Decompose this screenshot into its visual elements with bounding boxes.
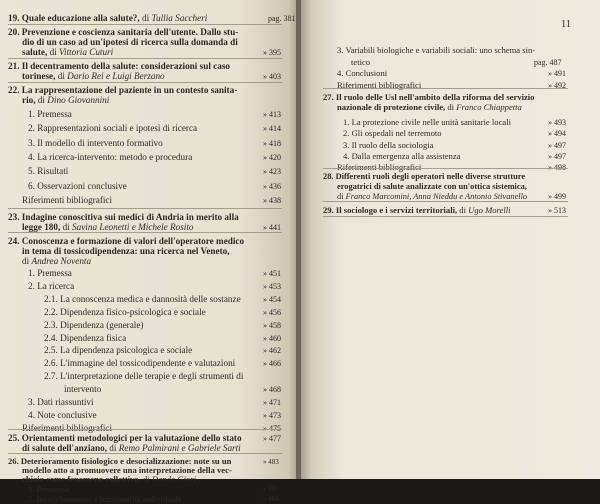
subsection-item: 1. Premessa [28, 484, 70, 494]
entry-title: rio, [22, 95, 38, 105]
subsection-item: 2.6. L'immagine del tossicodipendente e valutazioni [44, 358, 236, 369]
entry-title: Indagine conoscitiva sui medici di Andria in merito alla [21, 212, 239, 222]
entry-page: » 403 [263, 72, 281, 81]
entry-title: Conoscenza e formazione di valori dell'operatore medico [21, 236, 245, 246]
entry-author: Dino Giovannini [47, 95, 110, 105]
entry-author: Vittoria Cuturi [59, 47, 114, 57]
entry-title: legge 180, [22, 222, 63, 232]
toc-entry-24-l2 [22, 246, 230, 256]
entry-title: Il sociologo e i servizi territoriali, [335, 205, 460, 215]
entry-page: » 499 [548, 192, 566, 201]
toc-entry-25 [8, 433, 242, 443]
subsection-page: » 468 [263, 385, 281, 395]
entry-number: 26. [8, 456, 21, 466]
entry-number: 29. [323, 205, 336, 215]
entry-author: Savina Leonetti e Michele Rosito [72, 222, 194, 232]
separator-rule [323, 168, 568, 169]
toc-entry-28 [323, 172, 525, 182]
entry-number: 20. [8, 27, 22, 37]
entry-number: 24. [8, 236, 22, 246]
toc-entry-24 [8, 236, 244, 246]
separator-rule [323, 216, 568, 217]
entry-of: di [37, 95, 48, 105]
entry-author: Tullia Saccheri [151, 13, 208, 23]
entry-title: La rappresentazione del paziente in un contesto sanita- [21, 85, 238, 95]
entry-title: chiaia come fenomeno collettivo, [22, 474, 143, 484]
left-page [0, 0, 298, 504]
subsection-page: » 414 [263, 124, 281, 134]
toc-entry-23-l2 [22, 222, 193, 232]
subsection-page: » 423 [263, 167, 281, 177]
entry-page: » 513 [548, 206, 566, 215]
toc-entry-29 [323, 205, 511, 215]
entry-author: Remo Palmirani e Gabriele Sarti [118, 443, 241, 453]
subsection-item: 2. Rappresentazioni sociali e ipotesi di ricerca [28, 123, 198, 134]
entry-number: 23. [8, 212, 22, 222]
entry-of: di [22, 256, 32, 266]
subsection-page: » 453 [263, 281, 281, 291]
subsection-item: 2. La ricerca [28, 280, 75, 291]
toc-entry-26-l3 [22, 474, 196, 484]
entry-title: in tema di tossicodipendenza: una ricerca nel Veneto, [22, 246, 230, 256]
subsection-item: 4. Note conclusive [28, 409, 97, 420]
subsection-page: » 420 [263, 152, 281, 162]
right-page [299, 0, 600, 479]
toc-entry-25-l2 [22, 443, 241, 453]
entry-number: 25. [8, 433, 22, 443]
entry-title: salute, [22, 47, 50, 57]
toc-entry-21 [8, 61, 230, 71]
entry-author: Dario Rei e Luigi Berzano [67, 71, 165, 81]
subsection-item: 2. Gli ospedali nel terremoto [343, 128, 442, 139]
entry-title: Orientamenti metodologici per la valutazione dello stato [21, 433, 242, 443]
entry-of: di [49, 47, 60, 57]
entry-number: 28. [323, 172, 336, 181]
subsection-item: Riferimenti bibliografici [22, 194, 113, 205]
subsection-item: 4. La ricerca-intervento: metodo e procedura [28, 151, 193, 162]
toc-entry-22 [8, 85, 237, 95]
entry-of: di [337, 192, 346, 201]
subsection-item: 2.7. L'interpretazione delle terapie e degli strumenti di [44, 371, 244, 382]
entry-title: nazionale di protezione civile, [337, 102, 448, 112]
entry-title: di salute dell'anziano, [22, 443, 110, 453]
entry-author: Dando Giori [151, 474, 197, 484]
toc-entry-27-l2 [337, 102, 522, 112]
subsection-item: 4. Dalla emergenza alla assistenza [343, 150, 461, 161]
entry-author: Ugo Morelli [468, 205, 511, 215]
separator-rule [8, 82, 282, 83]
entry-of: di [141, 13, 152, 23]
subsection-page: » 484 [263, 495, 279, 503]
separator-rule [8, 58, 282, 59]
toc-entry-20-l2 [22, 37, 238, 47]
entry-number: 19. [8, 13, 22, 23]
subsection-page: » 471 [263, 398, 281, 407]
book-gutter [296, 0, 301, 479]
entry-title: dio di un caso ad un'ipotesi di ricerca sulla domanda di [22, 37, 238, 47]
separator-rule [8, 232, 282, 233]
entry-of: di [447, 102, 457, 112]
subsection-page: » 494 [548, 129, 566, 139]
subsection-item: 1. Premessa [28, 268, 72, 278]
subsection-item: tetico [351, 56, 371, 67]
subsection-page: » 456 [263, 307, 281, 317]
separator-rule [8, 24, 282, 25]
entry-title: Il decentramento della salute: considerazioni sul caso [21, 61, 231, 71]
subsection-item: Riferimenti bibliografici [337, 79, 422, 90]
entry-page: » 483 [263, 458, 279, 466]
subsection-page: » 475 [263, 423, 281, 433]
entry-title: Quale educazione alla salute?, [21, 13, 142, 23]
separator-rule [8, 453, 282, 454]
toc-entry-21-l2 [22, 71, 165, 81]
entry-page: pag. 381 [268, 14, 296, 23]
subsection-page: » 498 [548, 163, 566, 173]
entry-number: 21. [8, 61, 22, 71]
subsection-page: » 473 [263, 410, 281, 420]
subsection-page: » 493 [548, 118, 566, 127]
entry-of: di [109, 443, 119, 453]
page-number: 11 [561, 19, 572, 30]
subsection-item: 3. Variabili biologiche e variabili sociali: uno schema sin- [337, 45, 536, 55]
subsection-page: » 497 [548, 151, 566, 161]
toc-entry-20 [8, 27, 238, 37]
subsection-page: » 436 [263, 181, 281, 191]
subsection-page: » 458 [263, 320, 281, 330]
subsection-item: 2.1. La conoscenza medica e dannosità delle sostanze [44, 293, 241, 304]
separator-rule [8, 208, 282, 209]
subsection-page: » 454 [263, 294, 281, 304]
subsection-item: 3. Dati riassuntivi [28, 397, 94, 407]
subsection-item: 2.5. La dipendenza psicologica e sociale [44, 345, 193, 356]
subsection-item: Riferimenti bibliografici [337, 162, 422, 173]
subsection-page: » 451 [263, 269, 281, 278]
subsection-page: » 438 [263, 195, 281, 205]
subsection-item: 2.3. Dipendenza (generale) [44, 319, 144, 330]
subsection-item: 2.2. Dipendenza fisico-psicologica e sociale [44, 306, 206, 317]
subsection-item: 5. Risultati [28, 166, 69, 177]
entry-author: Franco Chiappetta [456, 102, 522, 112]
subsection-item: 3. Il modello di intervento formativo [28, 137, 163, 148]
subsection-page: » 460 [263, 333, 281, 343]
entry-author: Franco Marcomini, Anna Nieddu e Antonio Stivanello [345, 192, 528, 201]
separator-rule [323, 201, 568, 202]
subsection-item: 4. Conclusioni [337, 68, 388, 78]
separator-rule [8, 429, 282, 430]
subsection-page: » 491 [548, 69, 566, 78]
subsection-item: 3. Il ruolo della sociologia [343, 139, 434, 150]
subsection-page: » 418 [263, 138, 281, 148]
toc-entry-23 [8, 212, 239, 222]
entry-title: Deterioramento fisiologico e desocializzazione: note su un [20, 456, 232, 466]
entry-title: Il ruolo delle Usl nell'ambito della riforma del servizio [335, 92, 535, 102]
subsection-item: 2.4. Dipendenza fisica [44, 332, 127, 343]
subsection-page: pag. 487 [534, 57, 562, 67]
subsection-page: » 492 [548, 80, 566, 90]
toc-entry-20-l3 [22, 47, 113, 57]
entry-of: di [57, 71, 68, 81]
entry-title: erogatrici di salute analizzate con un'ottica sistemica, [337, 182, 527, 191]
entry-title: torinese, [22, 71, 58, 81]
entry-page: » 395 [263, 48, 281, 57]
subsection-item: intervento [64, 384, 102, 395]
toc-entry-27 [323, 92, 534, 102]
entry-title: modello atto a promuovere una interpretazione della vec- [22, 465, 232, 475]
entry-of: di [143, 474, 152, 484]
subsection-page: » 466 [263, 359, 281, 369]
subsection-page: » 483 [263, 485, 279, 493]
toc-entry-19 [8, 13, 207, 23]
entry-author: Andrea Noventa [31, 256, 92, 266]
subsection-item: 6. Osservazioni conclusive [28, 180, 127, 191]
toc-entry-28-l2 [337, 182, 527, 192]
subsection-page: » 413 [263, 110, 281, 119]
subsection-item: Riferimenti bibliografici [22, 422, 113, 433]
subsection-item: 1. Premessa [28, 109, 72, 119]
entry-page: » 441 [263, 223, 281, 232]
entry-title: Differenti ruoli degli operatori nelle diverse strutture [335, 172, 526, 181]
toc-entry-22-l2 [22, 95, 109, 105]
toc-entry-24-l3 [22, 256, 91, 266]
entry-of: di [62, 222, 73, 232]
entry-of: di [459, 205, 469, 215]
subsection-item: 1. La protezione civile nelle unità sanitarie locali [343, 117, 511, 127]
entry-number: 22. [8, 85, 22, 95]
subsection-page: » 497 [548, 140, 566, 150]
separator-rule [323, 88, 568, 89]
entry-page: » 477 [263, 434, 281, 443]
subsection-page: » 462 [263, 346, 281, 356]
entry-number: 27. [323, 92, 336, 102]
subsection-item: 2. Invecchiamento e funzionalità individuale [28, 494, 182, 504]
entry-title: Prevenzione e coscienza sanitaria dell'utente. Dallo stu- [21, 27, 239, 37]
